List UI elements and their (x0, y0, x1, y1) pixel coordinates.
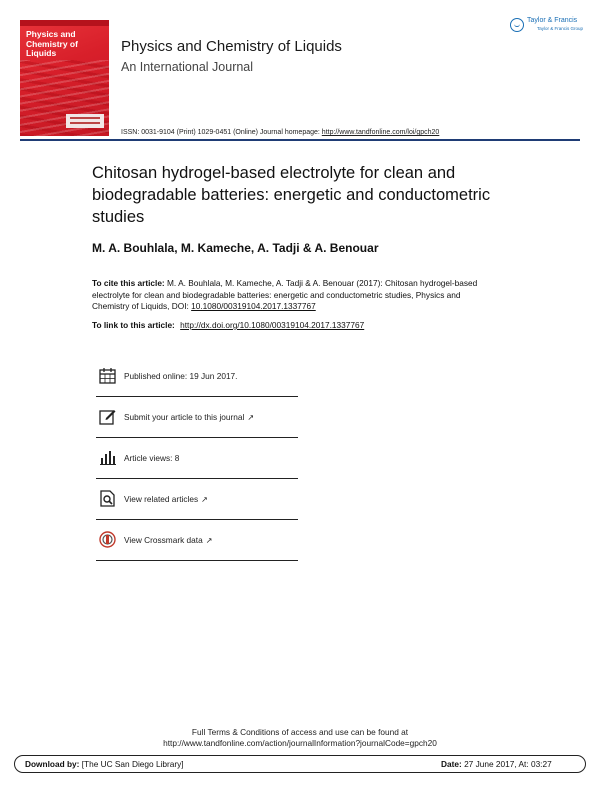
issn-line (121, 129, 439, 136)
issn-text: ISSN: 0031-9104 (Print) 1029-0451 (Online) Journal homepage: (121, 129, 320, 136)
publisher-name: Taylor & Francis (527, 17, 578, 24)
journal-cover-image (20, 20, 109, 136)
download-info-bar (14, 755, 586, 773)
cover-title: Physics and Chemistry of Liquids (26, 29, 78, 58)
crossmark-icon (99, 531, 116, 548)
bar-chart-icon (99, 449, 116, 466)
article-authors: M. A. Bouhlala, M. Kameche, A. Tadji & A. Benouar (92, 241, 379, 255)
submit-article-row[interactable] (96, 397, 298, 438)
calendar-icon (99, 367, 116, 384)
downloaded-by: Download by: [The UC San Diego Library] (25, 759, 184, 769)
header-divider (20, 139, 580, 141)
article-title: Chitosan hydrogel-based electrolyte for clean and biodegradable batteries: energetic and conductometric studies (92, 164, 491, 226)
journal-subtitle: An International Journal (121, 60, 254, 74)
publisher-tagline: Taylor & Francis Group (537, 26, 584, 31)
crossmark-link[interactable]: View Crossmark data ↗ (124, 535, 213, 545)
related-articles-row[interactable] (96, 479, 298, 520)
article-url-link[interactable]: http://dx.doi.org/10.1080/00319104.2017.1337767 (180, 320, 365, 330)
published-row (96, 356, 298, 397)
cover-label (66, 114, 104, 128)
related-articles-icon (99, 490, 116, 507)
doi-link[interactable]: 10.1080/00319104.2017.1337767 (191, 301, 316, 311)
terms-line-1: Full Terms & Conditions of access and use can be found at (191, 727, 409, 737)
publisher-logo[interactable] (510, 16, 584, 36)
article-link-label: To link to this article: (92, 320, 175, 330)
article-views-count: Article views: 8 (124, 453, 180, 463)
article-link-line (92, 320, 364, 330)
cover-top-strip (20, 20, 109, 26)
crossmark-row[interactable] (96, 520, 298, 561)
citation-label: To cite this article: (92, 278, 165, 288)
citation-text: M. A. Bouhlala, M. Kameche, A. Tadji & A. Benouar (2017): Chitosan hydrogel-based electrolyte for clean and biodegradable batteries: energetic and conductometric studies, Physics and Chemistry of Liquids, DOI: (92, 278, 478, 311)
external-link-icon: ↗ (205, 536, 213, 545)
published-date: Published online: 19 Jun 2017. (124, 371, 238, 381)
download-date: Date: 27 June 2017, At: 03:27 (441, 759, 552, 769)
journal-title: Physics and Chemistry of Liquids (121, 38, 342, 55)
journal-homepage-link[interactable]: http://www.tandfonline.com/loi/gpch20 (321, 129, 440, 136)
external-link-icon: ↗ (201, 495, 208, 504)
external-link-icon: ↗ (247, 413, 255, 422)
publisher-logo-icon (510, 18, 524, 32)
citation-block (92, 278, 500, 313)
terms-url[interactable]: http://www.tandfonline.com/action/journalInformation?journalCode=gpch20 (163, 738, 437, 748)
edit-icon (99, 408, 116, 425)
related-articles-link[interactable]: View related articles ↗ (124, 494, 208, 504)
article-views-row (96, 438, 298, 479)
submit-article-link[interactable]: Submit your article to this journal ↗ (124, 412, 255, 422)
